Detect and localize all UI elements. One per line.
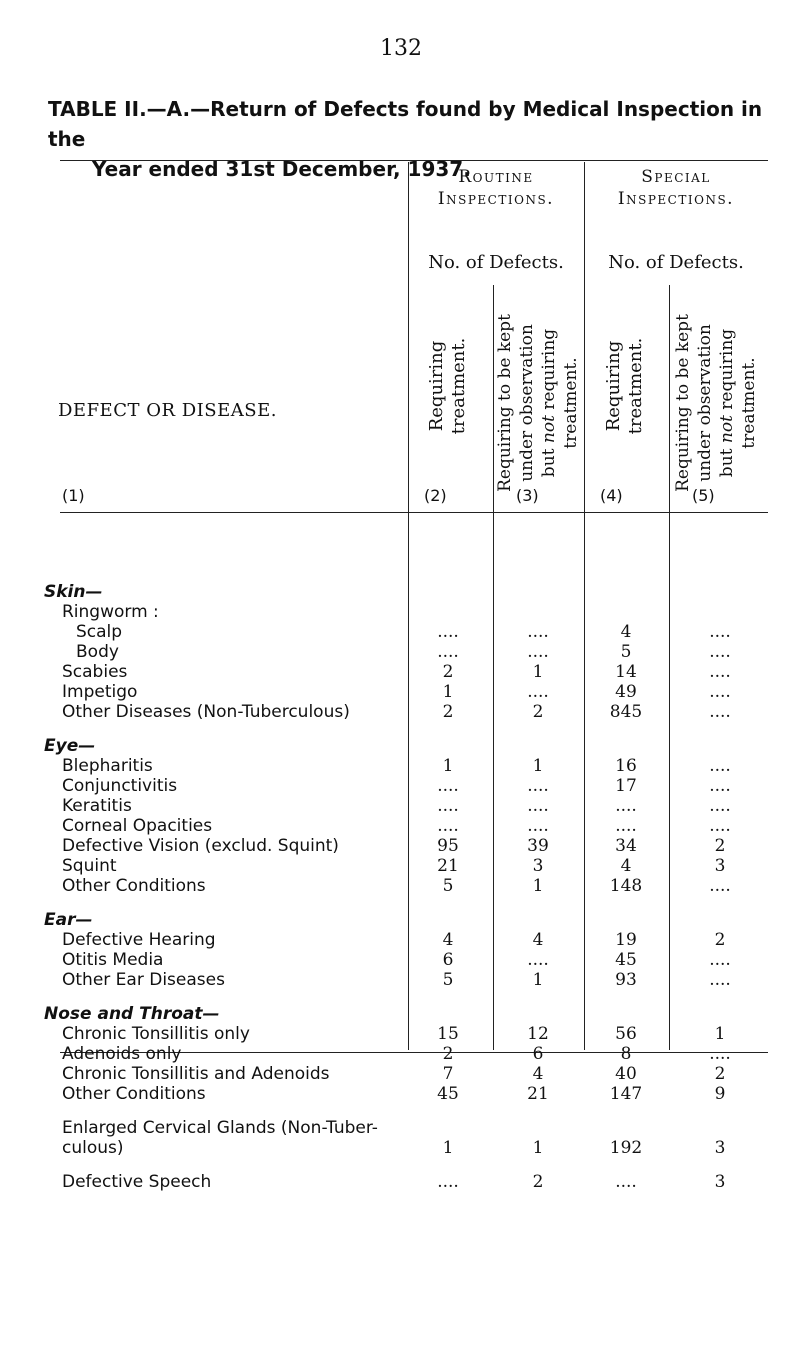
cell-c2: 2 <box>442 1044 454 1064</box>
cell-c3: 12 <box>527 1024 549 1044</box>
row-label: Impetigo <box>62 682 138 702</box>
cell-c5: .... <box>709 776 731 796</box>
cell-c5: .... <box>709 756 731 776</box>
cell-c2: .... <box>437 816 459 836</box>
routine-inspections-heading <box>410 166 582 210</box>
cell-c3: .... <box>527 642 549 662</box>
cell-c4: .... <box>615 1172 637 1192</box>
cell-c3: .... <box>527 950 549 970</box>
row-label: Keratitis <box>62 796 132 816</box>
section-label: Ear— <box>44 910 93 930</box>
cell-c3: 4 <box>532 930 544 950</box>
section-label: Skin— <box>44 582 103 602</box>
table-row <box>0 736 800 756</box>
row-label: Squint <box>62 856 117 876</box>
cell-c5: .... <box>709 702 731 722</box>
cell-c2: 1 <box>442 756 454 776</box>
row-label: Defective Hearing <box>62 930 216 950</box>
table-row <box>0 796 800 816</box>
cell-c4: 34 <box>615 836 637 856</box>
cell-c4: .... <box>615 796 637 816</box>
page-number: 132 <box>380 36 422 61</box>
cell-c2: .... <box>437 1172 459 1192</box>
cell-c2: 2 <box>442 702 454 722</box>
section-label: Eye— <box>44 736 96 756</box>
cell-c2: 95 <box>437 836 459 856</box>
cell-c4: 16 <box>615 756 637 776</box>
table-row <box>0 622 800 642</box>
table-row <box>0 1064 800 1084</box>
row-label: Scabies <box>62 662 128 682</box>
row-label: Chronic Tonsillitis and Adenoids <box>62 1064 330 1084</box>
cell-c2: 5 <box>442 970 454 990</box>
cell-c3: 2 <box>532 1172 544 1192</box>
top-rule <box>60 160 768 161</box>
table-row <box>0 1004 800 1024</box>
col4-heading: Requiring treatment. <box>603 337 646 435</box>
col2-heading: Requiring treatment. <box>426 337 469 435</box>
cell-c2: 45 <box>437 1084 459 1104</box>
col4-number: (4) <box>600 486 623 505</box>
routine-inspections-text: Routine Inspections. <box>437 167 555 209</box>
cell-c3: .... <box>527 622 549 642</box>
cell-c5: 1 <box>714 1024 726 1044</box>
cell-c4: 845 <box>609 702 643 722</box>
cell-c2: .... <box>437 622 459 642</box>
row-label: Other Conditions <box>62 1084 206 1104</box>
cell-c3: 39 <box>527 836 549 856</box>
cell-c2: 5 <box>442 876 454 896</box>
cell-c3: 1 <box>532 876 544 896</box>
cell-c3: 21 <box>527 1084 549 1104</box>
col5-number: (5) <box>692 486 715 505</box>
cell-c4: 8 <box>620 1044 632 1064</box>
col5-heading: Requiring to be kept under observation but not requiring treatment. <box>673 314 759 492</box>
cell-c3: 1 <box>532 756 544 776</box>
cell-c4: 56 <box>615 1024 637 1044</box>
header-bottom-rule <box>60 512 768 513</box>
cell-c4: 17 <box>615 776 637 796</box>
col3-heading: Requiring to be kept under observation but not requiring treatment. <box>495 314 581 492</box>
cell-c3: 1 <box>532 662 544 682</box>
row-label: Otitis Media <box>62 950 164 970</box>
cell-c5: 2 <box>714 836 726 856</box>
cell-c2: 21 <box>437 856 459 876</box>
cell-c5: .... <box>709 970 731 990</box>
cell-c2: 1 <box>442 1138 454 1158</box>
row-label: Body <box>76 642 119 662</box>
cell-c2: 15 <box>437 1024 459 1044</box>
cell-c5: .... <box>709 682 731 702</box>
cell-c5: 3 <box>714 1172 726 1192</box>
special-inspections-heading <box>586 166 766 210</box>
table-row <box>0 910 800 930</box>
cell-c5: 9 <box>714 1084 726 1104</box>
table-row <box>0 1084 800 1104</box>
cell-c4: 147 <box>609 1084 643 1104</box>
special-inspections-text: Special Inspections. <box>617 167 735 209</box>
row-label: Scalp <box>76 622 123 642</box>
cell-c5: .... <box>709 642 731 662</box>
table-row <box>0 702 800 722</box>
row-label: Conjunctivitis <box>62 776 178 796</box>
table-row <box>0 876 800 896</box>
cell-c3: 1 <box>532 1138 544 1158</box>
cell-c5: .... <box>709 662 731 682</box>
cell-c3: .... <box>527 776 549 796</box>
row-label: Other Conditions <box>62 876 206 896</box>
special-no-of-defects: No. of Defects. <box>608 252 744 273</box>
row-label: Corneal Opacities <box>62 816 213 836</box>
cell-c5: .... <box>709 622 731 642</box>
cell-c5: .... <box>709 796 731 816</box>
table-row <box>0 856 800 876</box>
row-label: culous) <box>62 1138 124 1158</box>
row-label: Other Diseases (Non-Tuberculous) <box>62 702 350 722</box>
cell-c5: 2 <box>714 930 726 950</box>
col1-number: (1) <box>62 486 85 505</box>
cell-c5: .... <box>709 950 731 970</box>
section-label: Nose and Throat— <box>44 1004 220 1024</box>
row-label: Chronic Tonsillitis only <box>62 1024 250 1044</box>
cell-c2: .... <box>437 642 459 662</box>
col2-number: (2) <box>424 486 447 505</box>
cell-c4: 4 <box>620 622 632 642</box>
row-label: Other Ear Diseases <box>62 970 225 990</box>
row-label: Defective Vision (exclud. Squint) <box>62 836 339 856</box>
cell-c3: .... <box>527 682 549 702</box>
cell-c4: 93 <box>615 970 637 990</box>
cell-c4: 49 <box>615 682 637 702</box>
cell-c2: 4 <box>442 930 454 950</box>
table-row <box>0 816 800 836</box>
table-row <box>0 1024 800 1044</box>
cell-c3: 6 <box>532 1044 544 1064</box>
cell-c4: 14 <box>615 662 637 682</box>
cell-c5: .... <box>709 816 731 836</box>
col3-number: (3) <box>516 486 539 505</box>
cell-c4: 40 <box>615 1064 637 1084</box>
row-label: Defective Speech <box>62 1172 212 1192</box>
table-row <box>0 642 800 662</box>
row-label: Enlarged Cervical Glands (Non-Tuber- <box>62 1118 378 1138</box>
cell-c3: 4 <box>532 1064 544 1084</box>
table-row <box>0 1044 800 1064</box>
cell-c5: 2 <box>714 1064 726 1084</box>
table-row <box>0 776 800 796</box>
routine-no-of-defects: No. of Defects. <box>428 252 564 273</box>
title-line-2: Year ended 31st December, 1937. <box>92 157 471 181</box>
table-row <box>0 836 800 856</box>
cell-c5: 3 <box>714 856 726 876</box>
table-row <box>0 970 800 990</box>
cell-c4: 192 <box>609 1138 643 1158</box>
cell-c5: .... <box>709 1044 731 1064</box>
table-row <box>0 662 800 682</box>
cell-c2: 2 <box>442 662 454 682</box>
cell-c3: 2 <box>532 702 544 722</box>
cell-c2: 7 <box>442 1064 454 1084</box>
table-row <box>0 602 800 622</box>
table-row <box>0 756 800 776</box>
cell-c4: .... <box>615 816 637 836</box>
row-label: Adenoids only <box>62 1044 182 1064</box>
cell-c2: .... <box>437 796 459 816</box>
cell-c5: .... <box>709 876 731 896</box>
cell-c4: 45 <box>615 950 637 970</box>
title-line-1: TABLE II.—A.—Return of Defects found by Medical Inspection in the <box>48 97 763 151</box>
table-row <box>0 1138 800 1158</box>
cell-c2: 6 <box>442 950 454 970</box>
cell-c3: 3 <box>532 856 544 876</box>
table-row <box>0 582 800 602</box>
cell-c2: 1 <box>442 682 454 702</box>
cell-c3: 1 <box>532 970 544 990</box>
row-label: Blepharitis <box>62 756 153 776</box>
cell-c4: 148 <box>609 876 643 896</box>
cell-c2: .... <box>437 776 459 796</box>
row-label: Ringworm : <box>62 602 159 622</box>
defect-or-disease-heading: DEFECT OR DISEASE. <box>58 400 277 421</box>
cell-c3: .... <box>527 796 549 816</box>
table-row <box>0 950 800 970</box>
table-row <box>0 930 800 950</box>
table-row <box>0 682 800 702</box>
cell-c4: 19 <box>615 930 637 950</box>
cell-c3: .... <box>527 816 549 836</box>
table-row <box>0 1118 800 1138</box>
cell-c5: 3 <box>714 1138 726 1158</box>
table-row <box>0 1172 800 1192</box>
cell-c4: 4 <box>620 856 632 876</box>
cell-c4: 5 <box>620 642 632 662</box>
